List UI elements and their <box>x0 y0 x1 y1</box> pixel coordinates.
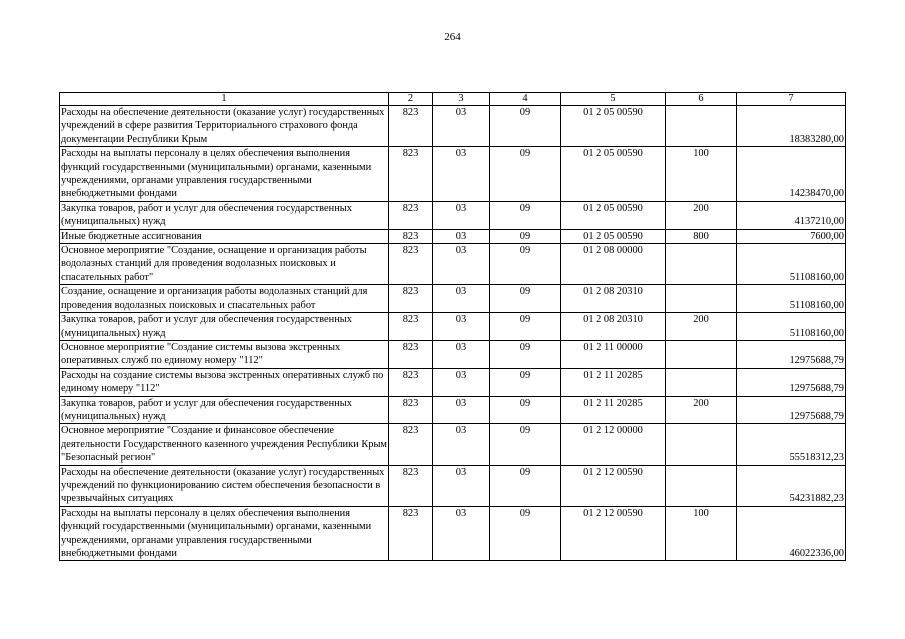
expense-type-code: 200 <box>666 201 737 229</box>
page-number: 264 <box>444 31 461 43</box>
table-row <box>60 147 846 202</box>
ministry-code: 823 <box>389 313 433 341</box>
target-article-code: 01 2 05 00590 <box>561 229 666 243</box>
subsection-code: 09 <box>490 340 561 368</box>
expense-type-code: 100 <box>666 506 737 561</box>
section-code: 03 <box>433 465 490 506</box>
expense-description: Закупка товаров, работ и услуг для обеспечения государственных (муниципальных) нужд <box>60 396 389 424</box>
ministry-code: 823 <box>389 424 433 465</box>
ministry-code: 823 <box>389 506 433 561</box>
column-header: 6 <box>666 93 737 106</box>
table-row <box>60 285 846 313</box>
amount: 55518312,23 <box>737 424 846 465</box>
section-code: 03 <box>433 313 490 341</box>
expense-type-code: 200 <box>666 396 737 424</box>
expense-description: Расходы на обеспечение деятельности (оказание услуг) государственных учреждений в сфере развития Территориального страхового фонда документации Республики Крым <box>60 106 389 147</box>
column-header: 5 <box>561 93 666 106</box>
amount: 51108160,00 <box>737 244 846 285</box>
amount: 12975688,79 <box>737 396 846 424</box>
target-article-code: 01 2 11 00000 <box>561 340 666 368</box>
target-article-code: 01 2 08 20310 <box>561 285 666 313</box>
subsection-code: 09 <box>490 506 561 561</box>
expense-type-code <box>666 285 737 313</box>
expense-type-code: 800 <box>666 229 737 243</box>
target-article-code: 01 2 11 20285 <box>561 396 666 424</box>
amount: 54231882,23 <box>737 465 846 506</box>
target-article-code: 01 2 08 20310 <box>561 313 666 341</box>
section-code: 03 <box>433 106 490 147</box>
ministry-code: 823 <box>389 201 433 229</box>
amount: 12975688,79 <box>737 340 846 368</box>
amount: 51108160,00 <box>737 285 846 313</box>
expense-description: Закупка товаров, работ и услуг для обеспечения государственных (муниципальных) нужд <box>60 313 389 341</box>
expense-description: Основное мероприятие "Создание системы вызова экстренных оперативных служб по единому номеру "112" <box>60 340 389 368</box>
column-header: 1 <box>60 93 389 106</box>
target-article-code: 01 2 05 00590 <box>561 106 666 147</box>
expense-type-code <box>666 106 737 147</box>
section-code: 03 <box>433 340 490 368</box>
table-row <box>60 313 846 341</box>
subsection-code: 09 <box>490 244 561 285</box>
expense-type-code: 100 <box>666 147 737 202</box>
table-row <box>60 465 846 506</box>
section-code: 03 <box>433 147 490 202</box>
target-article-code: 01 2 05 00590 <box>561 201 666 229</box>
ministry-code: 823 <box>389 340 433 368</box>
expense-type-code <box>666 424 737 465</box>
table-row <box>60 244 846 285</box>
table-row <box>60 396 846 424</box>
column-header: 2 <box>389 93 433 106</box>
amount: 7600,00 <box>737 229 846 243</box>
section-code: 03 <box>433 506 490 561</box>
expense-description: Иные бюджетные ассигнования <box>60 229 389 243</box>
expense-description: Основное мероприятие "Создание, оснащение и организация работы водолазных станций для проведения водолазных поисковых и спасательных работ" <box>60 244 389 285</box>
table-row <box>60 201 846 229</box>
subsection-code: 09 <box>490 285 561 313</box>
ministry-code: 823 <box>389 106 433 147</box>
ministry-code: 823 <box>389 465 433 506</box>
target-article-code: 01 2 12 00590 <box>561 506 666 561</box>
column-header: 7 <box>737 93 846 106</box>
section-code: 03 <box>433 368 490 396</box>
section-code: 03 <box>433 201 490 229</box>
column-header: 3 <box>433 93 490 106</box>
subsection-code: 09 <box>490 147 561 202</box>
target-article-code: 01 2 12 00000 <box>561 424 666 465</box>
amount: 18383280,00 <box>737 106 846 147</box>
table-row <box>60 506 846 561</box>
target-article-code: 01 2 05 00590 <box>561 147 666 202</box>
ministry-code: 823 <box>389 396 433 424</box>
subsection-code: 09 <box>490 313 561 341</box>
table-row <box>60 424 846 465</box>
amount: 14238470,00 <box>737 147 846 202</box>
amount: 12975688,79 <box>737 368 846 396</box>
expense-description: Создание, оснащение и организация работы водолазных станций для проведения водолазных поисковых и спасательных работ <box>60 285 389 313</box>
subsection-code: 09 <box>490 424 561 465</box>
ministry-code: 823 <box>389 147 433 202</box>
table-header-row <box>60 93 846 106</box>
ministry-code: 823 <box>389 244 433 285</box>
subsection-code: 09 <box>490 201 561 229</box>
ministry-code: 823 <box>389 368 433 396</box>
column-header: 4 <box>490 93 561 106</box>
budget-table <box>59 92 846 561</box>
expense-type-code: 200 <box>666 313 737 341</box>
ministry-code: 823 <box>389 285 433 313</box>
expense-type-code <box>666 244 737 285</box>
target-article-code: 01 2 08 00000 <box>561 244 666 285</box>
expense-type-code <box>666 465 737 506</box>
expense-description: Расходы на выплаты персоналу в целях обеспечения выполнения функций государственными (муниципальными) органами, казенными учреждениями, органами управления государственными внебюджетными фондами <box>60 147 389 202</box>
expense-description: Основное мероприятие "Создание и финансовое обеспечение деятельности Государственного казенного учреждения Республики Крым "Безопасный регион" <box>61 425 387 464</box>
amount: 46022336,00 <box>737 506 846 561</box>
amount: 4137210,00 <box>737 201 846 229</box>
expense-description: Расходы на создание системы вызова экстренных оперативных служб по единому номеру "112" <box>60 368 389 396</box>
subsection-code: 09 <box>490 465 561 506</box>
section-code: 03 <box>433 285 490 313</box>
table-row <box>60 368 846 396</box>
expense-description: Расходы на выплаты персоналу в целях обеспечения выполнения функций государственными (муниципальными) органами, казенными учреждениями, органами управления государственными внебюджетными фондами <box>60 506 389 561</box>
expense-type-code <box>666 368 737 396</box>
section-code: 03 <box>433 229 490 243</box>
subsection-code: 09 <box>490 368 561 396</box>
expense-type-code <box>666 340 737 368</box>
expense-description: Расходы на обеспечение деятельности (оказание услуг) государственных учреждений по функционированию систем обеспечения безопасности в чрезвычайных ситуациях <box>60 465 389 506</box>
amount: 51108160,00 <box>737 313 846 341</box>
target-article-code: 01 2 12 00590 <box>561 465 666 506</box>
expense-description: Закупка товаров, работ и услуг для обеспечения государственных (муниципальных) нужд <box>60 201 389 229</box>
subsection-code: 09 <box>490 106 561 147</box>
target-article-code: 01 2 11 20285 <box>561 368 666 396</box>
subsection-code: 09 <box>490 229 561 243</box>
section-code: 03 <box>433 424 490 465</box>
table-row <box>60 229 846 243</box>
section-code: 03 <box>433 244 490 285</box>
ministry-code: 823 <box>389 229 433 243</box>
table-row <box>60 106 846 147</box>
section-code: 03 <box>433 396 490 424</box>
subsection-code: 09 <box>490 396 561 424</box>
table-row <box>60 340 846 368</box>
